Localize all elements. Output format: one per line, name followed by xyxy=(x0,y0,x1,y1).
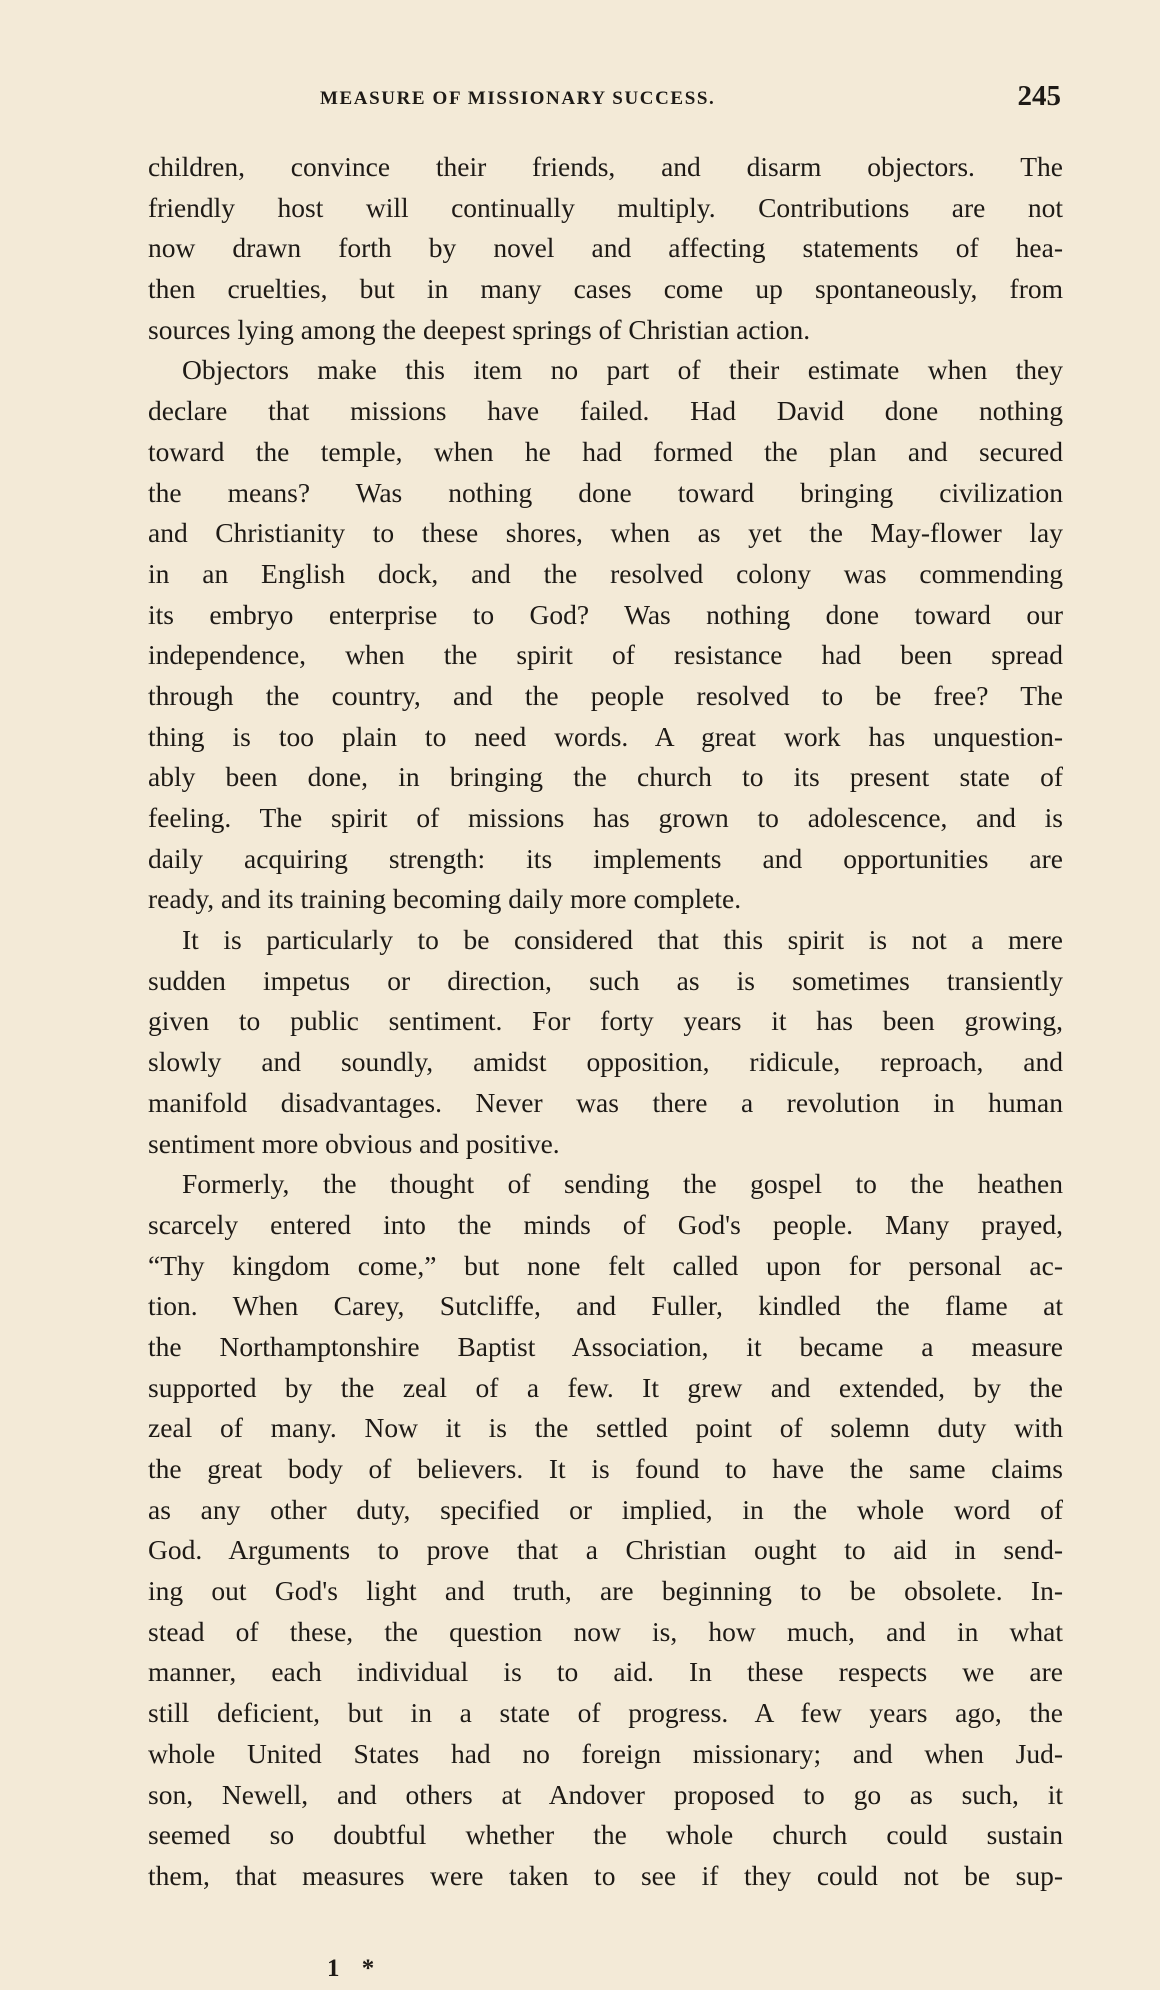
running-head xyxy=(148,80,1063,120)
text-line: still deficient, but in a state of progress. A few years ago, the xyxy=(148,1697,1063,1729)
text-line: stead of these, the question now is, how much, and in what xyxy=(148,1615,1063,1647)
text-line: sources lying among the deepest springs of Christian action. xyxy=(148,313,811,345)
text-line: whole United States had no foreign missionary; and when Jud- xyxy=(148,1737,1063,1769)
body-text xyxy=(148,147,1063,1897)
text-line: them, that measures were taken to see if they could not be sup- xyxy=(148,1859,1063,1891)
text-line: feeling. The spirit of missions has grown to adolescence, and is xyxy=(148,802,1063,833)
text-line: ably been done, in bringing the church to its present state of xyxy=(148,761,1063,793)
page-number: 245 xyxy=(1017,80,1061,112)
text-line: manner, each individual is to aid. In these respects we are xyxy=(148,1656,1063,1688)
text-line: children, convince their friends, and disarm objectors. The xyxy=(148,151,1063,182)
text-line: seemed so doubtful whether the whole church could sustain xyxy=(148,1819,1063,1851)
text-line: as any other duty, specified or implied, in the whole word of xyxy=(148,1493,1063,1525)
text-line: scarcely entered into the minds of God's people. Many prayed, xyxy=(148,1208,1063,1240)
text-line: declare that missions have failed. Had David done nothing xyxy=(148,395,1063,427)
paragraph-start-line: It is particularly to be considered that this spirit is not a mere xyxy=(182,924,1063,956)
text-line: supported by the zeal of a few. It grew and extended, by the xyxy=(148,1371,1063,1403)
text-line: tion. When Carey, Sutcliffe, and Fuller, kindled the flame at xyxy=(148,1290,1063,1322)
text-line: sentiment more obvious and positive. xyxy=(148,1127,560,1159)
text-line: the Northamptonshire Baptist Association, it became a measure xyxy=(148,1330,1063,1362)
text-line: ready, and its training becoming daily more complete. xyxy=(148,883,742,915)
text-line: the great body of believers. It is found to have the same claims xyxy=(148,1453,1063,1484)
text-line: zeal of many. Now it is the settled point of solemn duty with xyxy=(148,1412,1063,1444)
text-line: now drawn forth by novel and affecting statements of hea- xyxy=(148,232,1063,264)
text-line: then cruelties, but in many cases come up spontaneously, from xyxy=(148,273,1063,305)
text-line: ing out God's light and truth, are beginning to be obsolete. In- xyxy=(148,1575,1063,1607)
text-line: toward the temple, when he had formed the plan and secured xyxy=(148,435,1063,467)
text-line: son, Newell, and others at Andover proposed to go as such, it xyxy=(148,1778,1063,1810)
text-line: friendly host will continually multiply. Contributions are not xyxy=(148,191,1063,223)
text-line: given to public sentiment. For forty years it has been growing, xyxy=(148,1005,1063,1037)
text-line: in an English dock, and the resolved colony was commending xyxy=(148,557,1063,589)
text-line: daily acquiring strength: its implements and opportunities are xyxy=(148,842,1063,874)
text-line: through the country, and the people resolved to be free? The xyxy=(148,679,1063,711)
running-title: MEASURE OF MISSIONARY SUCCESS. xyxy=(320,88,716,109)
text-line: and Christianity to these shores, when as yet the May-flower lay xyxy=(148,517,1063,549)
text-line: thing is too plain to need words. A great work has unquestion- xyxy=(148,720,1063,752)
text-line: “Thy kingdom come,” but none felt called upon for personal ac- xyxy=(148,1249,1063,1281)
text-line: manifold disadvantages. Never was there a revolution in human xyxy=(148,1086,1063,1118)
paragraph-start-line: Objectors make this item no part of their estimate when they xyxy=(182,354,1063,386)
text-line: God. Arguments to prove that a Christian ought to aid in send- xyxy=(148,1534,1063,1566)
text-line: independence, when the spirit of resistance had been spread xyxy=(148,639,1063,671)
text-line: its embryo enterprise to God? Was nothing done toward our xyxy=(148,598,1063,630)
paragraph-start-line: Formerly, the thought of sending the gospel to the heathen xyxy=(182,1168,1063,1200)
signature-mark: 1 * xyxy=(327,1955,383,1982)
text-line: the means? Was nothing done toward bringing civilization xyxy=(148,476,1063,508)
text-line: slowly and soundly, amidst opposition, ridicule, reproach, and xyxy=(148,1046,1063,1078)
text-line: sudden impetus or direction, such as is sometimes transiently xyxy=(148,964,1063,996)
